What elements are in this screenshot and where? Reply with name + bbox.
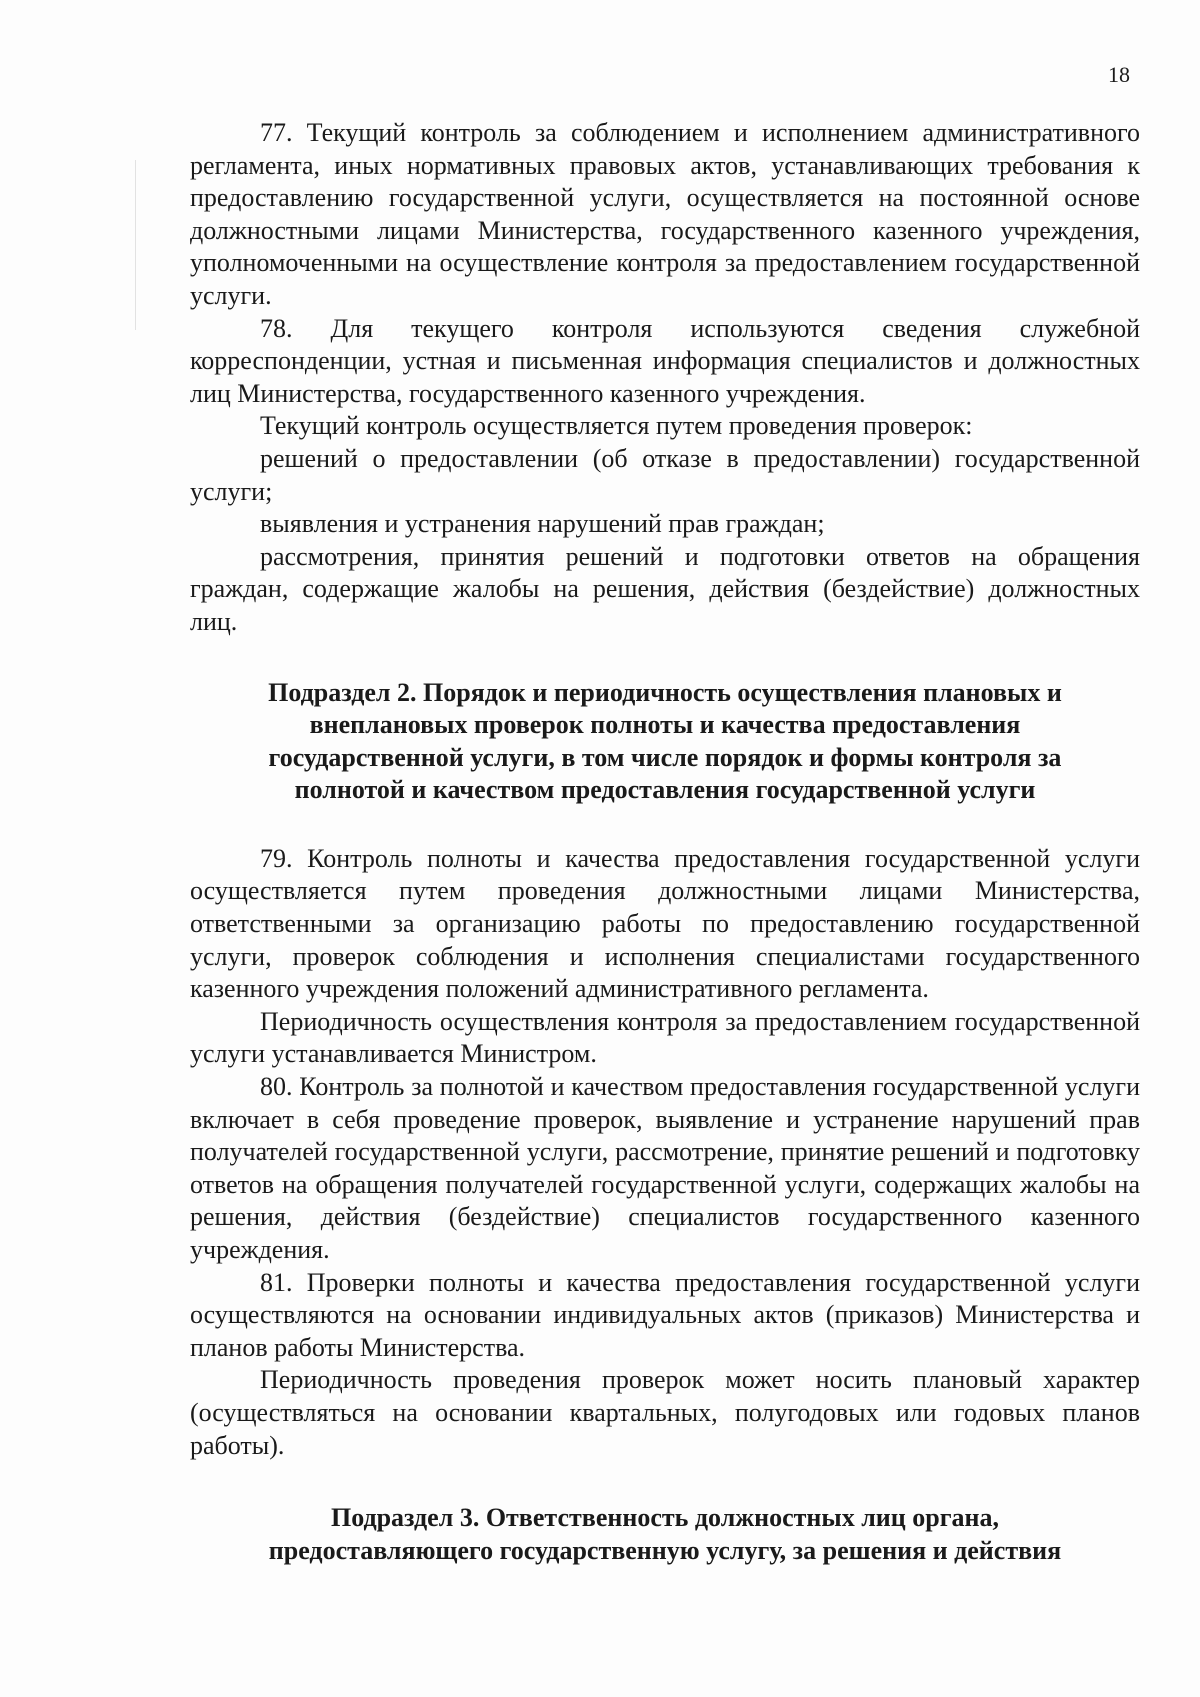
heading-line: государственной услуги, в том числе порядок и формы контроля за — [268, 742, 1062, 772]
heading-line: Подраздел 3. Ответственность должностных лиц органа, — [330, 1503, 1000, 1533]
subsection-3-heading — [190, 1502, 1140, 1567]
paragraph-violations: выявления и устранения нарушений прав граждан; — [260, 509, 825, 539]
paragraph-79: 79. Контроль полноты и качества предоставления государственной услуги осуществляется путем проведения должностными лицами Министерства, ответственными за организацию работы по предоставлению государственной услуги, проверок соблюдения и исполнения специалистами государственного казенного учреждения положений административного регламента. — [190, 843, 1140, 1004]
heading-line: предоставляющего государственную услугу, за решения и действия — [268, 1535, 1062, 1565]
section-1 — [190, 117, 1140, 639]
paragraph-current-control: Текущий контроль осуществляется путем проведения проверок: — [260, 411, 973, 441]
subsection-2-heading — [190, 677, 1140, 807]
subsection-2-body — [190, 843, 1140, 1462]
paragraph-81: 81. Проверки полноты и качества предоставления государственной услуги осуществляются на основании индивидуальных актов (приказов) Министерства и планов работы Министерства. — [190, 1267, 1140, 1362]
paragraph-inspection-periodicity: Периодичность проведения проверок может носить плановый характер (осуществляться на основании квартальных, полугодовых или годовых планов работы). — [190, 1365, 1140, 1460]
document-body — [190, 117, 1140, 1567]
page-number: 18 — [1108, 62, 1130, 87]
paragraph-consideration: рассмотрения, принятия решений и подготовки ответов на обращения граждан, содержащие жалобы на решения, действия (бездействие) должностных лиц. — [190, 541, 1140, 636]
scan-artifact-line — [135, 160, 136, 330]
heading-line: полнотой и качеством предоставления государственной услуги — [294, 775, 1036, 805]
paragraph-78: 78. Для текущего контроля используются сведения служебной корреспонденции, устная и письменная информация специалистов и должностных лиц Министерства, государственного казенного учреждения. — [190, 313, 1140, 408]
heading-line: внеплановых проверок полноты и качества предоставления — [309, 710, 1021, 740]
heading-line: Подраздел 2. Порядок и периодичность осуществления плановых и — [268, 677, 1062, 707]
paragraph-decisions: решений о предоставлении (об отказе в предоставлении) государственной услуги; — [190, 443, 1140, 506]
paragraph-80: 80. Контроль за полнотой и качеством предоставления государственной услуги включает в себя проведение проверок, выявление и устранение нарушений прав получателей государственной услуги, рассмотрение, принятие решений и подготовку ответов на обращения получателей государственной услуги, содержащих жалобы на решения, действия (бездействие) специалистов государственного казенного учреждения. — [190, 1072, 1140, 1264]
paragraph-77: 77. Текущий контроль за соблюдением и исполнением административного регламента, иных нормативных правовых актов, устанавливающих требования к предоставлению государственной услуги, осуществляется на постоянной основе должностными лицами Министерства, государственного казенного учреждения, уполномоченными на осуществление контроля за предоставлением государственной услуги. — [190, 118, 1140, 310]
paragraph-periodicity: Периодичность осуществления контроля за предоставлением государственной услуги устанавливается Министром. — [190, 1006, 1140, 1069]
